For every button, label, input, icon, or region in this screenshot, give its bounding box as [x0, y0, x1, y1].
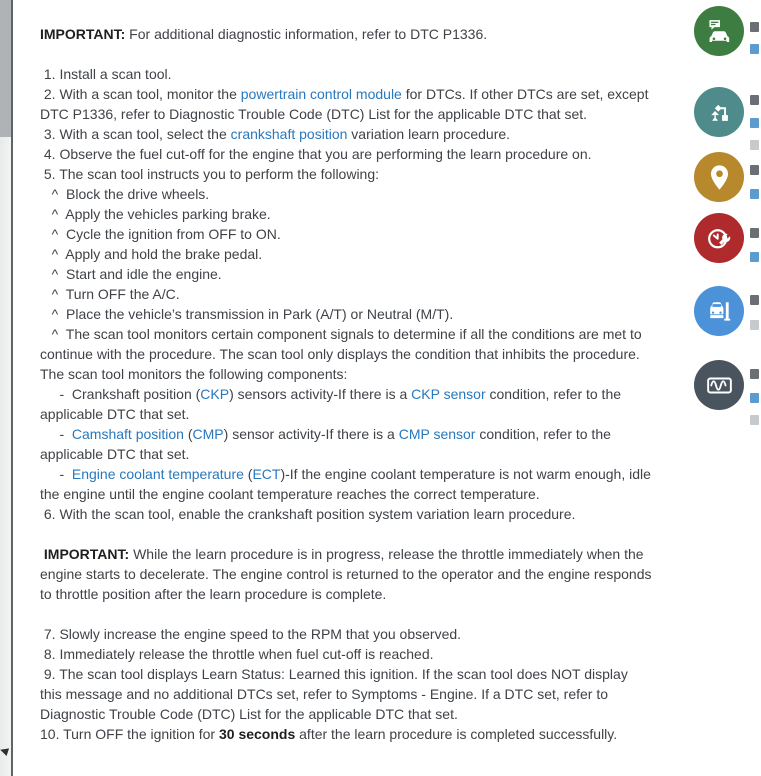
text: applicable DTC that set. — [40, 446, 190, 462]
text: 5. The scan tool instructs you to perform the following: — [40, 166, 380, 182]
text: DTC P1336, refer to Diagnostic Trouble Code (DTC) List for the applicable DTC that set. — [40, 106, 588, 122]
scrollbar-thumb[interactable] — [0, 0, 11, 137]
sidebar-item-map-pin — [694, 152, 761, 218]
procedure-text — [40, 24, 651, 744]
text: 1. Install a scan tool. — [40, 66, 172, 82]
waveform-icon[interactable] — [694, 360, 744, 410]
text: 4. Observe the fuel cut-off for the engine that you are performing the learn procedure on. — [40, 146, 592, 162]
text-line — [40, 724, 651, 744]
text-line — [40, 64, 651, 84]
text-line — [40, 544, 651, 564]
text: 7. Slowly increase the engine speed to the RPM that you observed. — [40, 626, 462, 642]
text: condition, refer to the — [485, 386, 622, 402]
text-line — [40, 84, 651, 104]
text-line — [40, 504, 651, 524]
clipped-label-fragment — [750, 228, 759, 238]
text-line — [40, 524, 651, 544]
clipped-label-fragment — [750, 369, 759, 379]
link-ckp[interactable]: CKP — [200, 386, 230, 402]
text: ^ Cycle the ignition from OFF to ON. — [40, 226, 281, 242]
text-line — [40, 164, 651, 184]
vehicle-chat-icon[interactable] — [694, 6, 744, 56]
text-line — [40, 564, 651, 584]
text-line — [40, 104, 651, 124]
procedure-document — [13, 0, 761, 776]
text: applicable DTC that set. — [40, 406, 190, 422]
text: 3. With a scan tool, select the — [40, 126, 231, 142]
text: ^ Apply and hold the brake pedal. — [40, 246, 263, 262]
text-line — [40, 284, 651, 304]
text: ^ Block the drive wheels. — [40, 186, 210, 202]
text-line — [40, 604, 651, 624]
text-line — [40, 264, 651, 284]
text: continue with the procedure. The scan tool only displays the condition that inhibits the procedure. — [40, 346, 640, 362]
clipped-label-fragment — [750, 415, 759, 425]
link-engine-coolant-temperature[interactable]: Engine coolant temperature — [71, 466, 244, 482]
text-line — [40, 684, 651, 704]
text: variation learn procedure. — [347, 126, 511, 142]
clipped-label-fragment — [750, 140, 759, 150]
text-line — [40, 444, 651, 464]
text: ^ Apply the vehicles parking brake. — [40, 206, 271, 222]
text: condition, refer to the — [475, 426, 611, 442]
text: )-If the engine coolant temperature is not warm enough, idle — [280, 466, 651, 482]
bold-text: 30 seconds — [218, 726, 296, 742]
clipped-label-fragment — [750, 44, 759, 54]
text: ^ Place the vehicle’s transmission in Park (A/T) or Neutral (M/T). — [40, 306, 454, 322]
text: engine starts to decelerate. The engine control is returned to the operator and the engine responds — [40, 566, 652, 582]
tool-icon-rail — [694, 0, 761, 776]
sidebar-item-vehicle-chat — [694, 6, 761, 72]
text-line — [40, 204, 651, 224]
text: For additional diagnostic information, refer to DTC P1336. — [125, 26, 488, 42]
text: ( — [243, 466, 253, 482]
sidebar-item-vehicle-lift — [694, 286, 761, 352]
text-line — [40, 24, 651, 44]
text: The scan tool monitors the following components: — [40, 366, 348, 382]
text: - — [40, 466, 72, 482]
text: 10. Turn OFF the ignition for — [40, 726, 219, 742]
text: ) sensor activity-If there is a — [223, 426, 399, 442]
sidebar-item-waveform — [694, 360, 761, 426]
link-ect[interactable]: ECT — [252, 466, 281, 482]
text: While the learn procedure is in progress, release the throttle immediately when the — [129, 546, 644, 562]
text-line — [40, 244, 651, 264]
text-line — [40, 644, 651, 664]
clipped-label-fragment — [750, 22, 759, 32]
gauge-wrench-icon[interactable] — [694, 213, 744, 263]
text-line — [40, 384, 651, 404]
text-line — [40, 344, 651, 364]
text: - — [40, 426, 72, 442]
clipped-label-fragment — [750, 295, 759, 305]
component-linkage-icon[interactable] — [694, 87, 744, 137]
text-line — [40, 224, 651, 244]
clipped-label-fragment — [750, 165, 759, 175]
clipped-label-fragment — [750, 252, 759, 262]
text-line — [40, 624, 651, 644]
sidebar-item-component-linkage — [694, 87, 761, 153]
text: this message and no additional DTCs set, refer to Symptoms - Engine. If a DTC set, refer to — [40, 686, 609, 702]
text-line — [40, 584, 651, 604]
sidebar-item-gauge-wrench — [694, 213, 761, 279]
text: ^ Turn OFF the A/C. — [40, 286, 180, 302]
text: ^ Start and idle the engine. — [40, 266, 222, 282]
text-line — [40, 324, 651, 344]
text-line — [40, 464, 651, 484]
text: Diagnostic Trouble Code (DTC) List for the applicable DTC that set. — [40, 706, 458, 722]
text-line — [40, 364, 651, 384]
clipped-label-fragment — [750, 118, 759, 128]
text: - Crankshaft position ( — [40, 386, 201, 402]
text-line — [40, 124, 651, 144]
clipped-label-fragment — [750, 189, 759, 199]
text-line — [40, 44, 651, 64]
vehicle-lift-icon[interactable] — [694, 286, 744, 336]
text: ^ The scan tool monitors certain component signals to determine if all the conditions are met to — [40, 326, 642, 342]
link-camshaft-position[interactable]: Camshaft position — [71, 426, 184, 442]
text-line — [40, 664, 651, 684]
text: to throttle position after the learn procedure is complete. — [40, 586, 387, 602]
link-powertrain-control-module[interactable]: powertrain control module — [240, 86, 402, 102]
link-ckp-sensor[interactable]: CKP sensor — [411, 386, 486, 402]
text-line — [40, 484, 651, 504]
clipped-label-fragment — [750, 95, 759, 105]
link-cmp-sensor[interactable]: CMP sensor — [398, 426, 476, 442]
text: the engine until the engine coolant temperature reaches the correct temperature. — [40, 486, 540, 502]
vertical-scrollbar[interactable] — [0, 0, 11, 776]
text: ) sensors activity-If there is a — [229, 386, 412, 402]
map-pin-icon[interactable] — [694, 152, 744, 202]
text: 2. With a scan tool, monitor the — [40, 86, 241, 102]
text: after the learn procedure is completed successfully. — [295, 726, 618, 742]
text: 9. The scan tool displays Learn Status: Learned this ignition. If the scan tool does NOT display — [40, 666, 628, 682]
clipped-label-fragment — [750, 320, 759, 330]
text-line — [40, 184, 651, 204]
bold-text: IMPORTANT: — [43, 546, 130, 562]
text: 8. Immediately release the throttle when fuel cut-off is reached. — [40, 646, 434, 662]
text: for DTCs. If other DTCs are set, except — [401, 86, 649, 102]
text-line — [40, 404, 651, 424]
text: ( — [183, 426, 193, 442]
text-line — [40, 424, 651, 444]
link-crankshaft-position[interactable]: crankshaft position — [230, 126, 348, 142]
text-line — [40, 304, 651, 324]
text: 6. With the scan tool, enable the crankshaft position system variation learn procedure. — [40, 506, 576, 522]
link-cmp[interactable]: CMP — [192, 426, 224, 442]
text-line — [40, 144, 651, 164]
clipped-label-fragment — [750, 393, 759, 403]
text-line — [40, 704, 651, 724]
bold-text: IMPORTANT: — [40, 26, 126, 42]
